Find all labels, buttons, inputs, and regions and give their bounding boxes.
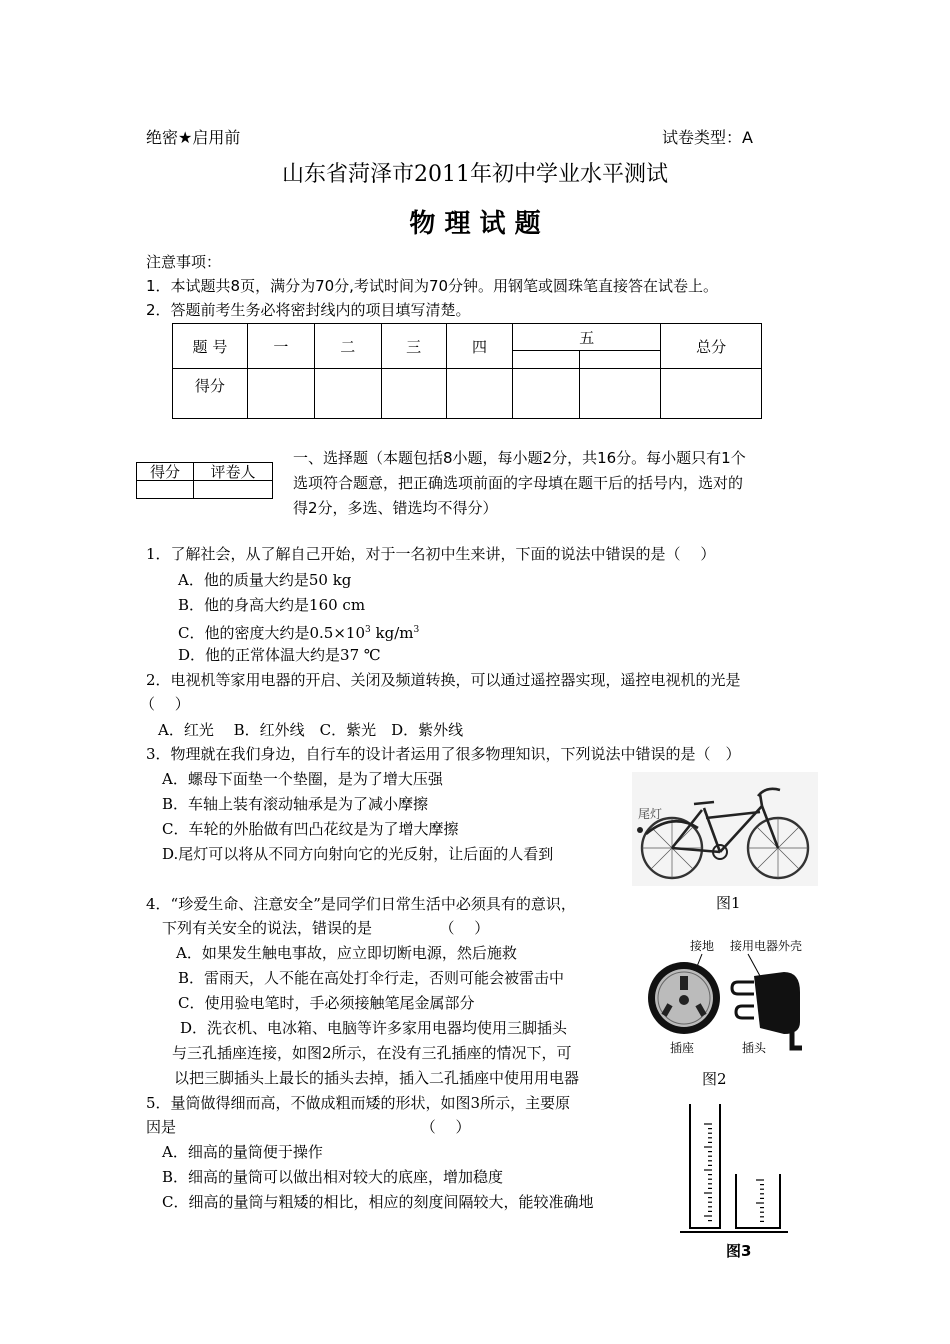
grader-name-cell[interactable]	[194, 481, 273, 499]
score-cell[interactable]	[381, 369, 446, 419]
q2-options: A．红光 B．红外线 C．紫光 D．紫外线	[158, 721, 464, 739]
score-cell[interactable]	[513, 369, 580, 419]
score-col-5: 五	[513, 324, 661, 351]
score-table-header: 题 号	[173, 324, 248, 369]
grader-label: 评卷人	[194, 463, 273, 481]
q1-option-c	[178, 620, 419, 643]
q1-option-d: D．他的正常体温大约是37 ℃	[178, 646, 381, 664]
grader-score-cell[interactable]	[137, 481, 194, 499]
bicycle-figure	[632, 772, 818, 886]
q5-option-a: A．细高的量筒便于操作	[162, 1143, 323, 1161]
paper-type-label: 试卷类型：A	[662, 128, 753, 147]
socket-plug-figure	[642, 936, 814, 1064]
q1-option-c-exp2: 3	[413, 625, 420, 635]
section1-line-2: 选项符合题意，把正确选项前面的字母填在题干后的括号内，选对的	[293, 474, 744, 492]
q3-stem: 3．物理就在我们身边，自行车的设计者运用了很多物理知识，下列说法中错误的是（ ）	[146, 745, 741, 763]
score-row-label: 得分	[173, 369, 248, 419]
secret-label: 绝密★启用前	[146, 128, 241, 147]
q5-stem-2: 因是 （ ）	[146, 1118, 471, 1136]
q3-option-d: D.尾灯可以将从不同方向射向它的光反射，让后面的人看到	[162, 845, 554, 863]
q5-stem-1: 5．量筒做得细而高，不做成粗而矮的形状，如图3所示，主要原	[146, 1094, 571, 1112]
q4-option-b: B．雷雨天，人不能在高处打伞行走，否则可能会被雷击中	[178, 969, 565, 987]
tail-light-label: 尾灯	[638, 807, 663, 821]
figure-1-caption: 图1	[716, 894, 741, 912]
score-cell[interactable]	[314, 369, 381, 419]
notice-item-1: 1．本试题共8页，满分为70分,考试时间为70分钟。用钢笔或圆珠笔直接答在试卷上。	[146, 277, 719, 295]
score-col-4: 四	[446, 324, 513, 369]
q3-option-a: A．螺母下面垫一个垫圈，是为了增大压强	[162, 770, 443, 788]
score-cell[interactable]	[446, 369, 513, 419]
q5-option-b: B．细高的量筒可以做出相对较大的底座，增加稳度	[162, 1168, 504, 1186]
notice-heading: 注意事项：	[146, 253, 222, 271]
score-table	[172, 323, 762, 419]
q4-option-d-2: 与三孔插座连接，如图2所示，在没有三孔插座的情况下，可	[172, 1044, 572, 1062]
figure-2-caption: 图2	[702, 1070, 727, 1088]
score-cell[interactable]	[247, 369, 314, 419]
q1-option-c-text: C．他的密度大约是0.5×10	[178, 624, 365, 642]
notice-item-2: 2．答题前考生务必将密封线内的项目填写清楚。	[146, 301, 471, 319]
q1-option-a: A．他的质量大约是50 kg	[178, 571, 352, 589]
q3-option-b: B．车轴上装有滚动轴承是为了减小摩擦	[162, 795, 429, 813]
score-col-2: 二	[314, 324, 381, 369]
score-cell[interactable]	[661, 369, 762, 419]
q4-option-c: C．使用验电笔时，手必须接触笔尾金属部分	[178, 994, 475, 1012]
grader-score-label: 得分	[137, 463, 194, 481]
q1-option-b: B．他的身高大约是160 cm	[178, 596, 366, 614]
subject-title: 物 理 试 题	[409, 209, 541, 239]
section1-line-1: 一、选择题（本题包括8小题，每小题2分，共16分。每小题只有1个	[293, 449, 746, 467]
q4-option-d-1: D．洗衣机、电冰箱、电脑等许多家用电器均使用三脚插头	[180, 1019, 568, 1037]
exam-title: 山东省菏泽市2011年初中学业水平测试	[282, 162, 668, 187]
score-col-5a	[513, 351, 580, 369]
figure-3-caption: 图3	[726, 1242, 752, 1260]
q1-stem: 1．了解社会，从了解自己开始，对于一名初中生来讲，下面的说法中错误的是（ ）	[146, 545, 716, 563]
section1-line-3: 得2分，多选、错选均不得分）	[293, 499, 498, 517]
score-cell[interactable]	[580, 369, 661, 419]
score-col-total: 总分	[661, 324, 762, 369]
q5-option-c: C．细高的量筒与粗矮的相比，相应的刻度间隔较大，能较准确地	[162, 1193, 594, 1211]
q3-option-c: C．车轮的外胎做有凹凸花纹是为了增大摩擦	[162, 820, 459, 838]
score-col-3: 三	[381, 324, 446, 369]
q4-stem-1: 4．“珍爱生命、注意安全”是同学们日常生活中必须具有的意识，	[146, 895, 576, 913]
q2-paren: （ ）	[140, 695, 190, 713]
plug-label: 插头	[742, 1041, 767, 1055]
q4-option-d-3: 以把三脚插头上最长的插头去掉，插入二孔插座中使用用电器	[174, 1069, 580, 1087]
case-label: 接用电器外壳	[730, 939, 803, 953]
socket-label: 插座	[670, 1041, 695, 1055]
score-col-5b	[580, 351, 661, 369]
q2-stem: 2．电视机等家用电器的开启、关闭及频道转换，可以通过遥控器实现，遥控电视机的光是	[146, 671, 741, 689]
grader-box	[136, 462, 273, 499]
score-col-1: 一	[247, 324, 314, 369]
measuring-cylinder-figure	[676, 1100, 822, 1236]
q4-stem-2: 下列有关安全的说法，错误的是 （ ）	[162, 919, 490, 937]
q1-option-c-exp1: 3	[365, 625, 371, 635]
q1-option-c-unit: kg/m	[370, 624, 414, 642]
q4-option-a: A．如果发生触电事故，应立即切断电源，然后施救	[176, 944, 517, 962]
ground-label: 接地	[690, 939, 715, 953]
